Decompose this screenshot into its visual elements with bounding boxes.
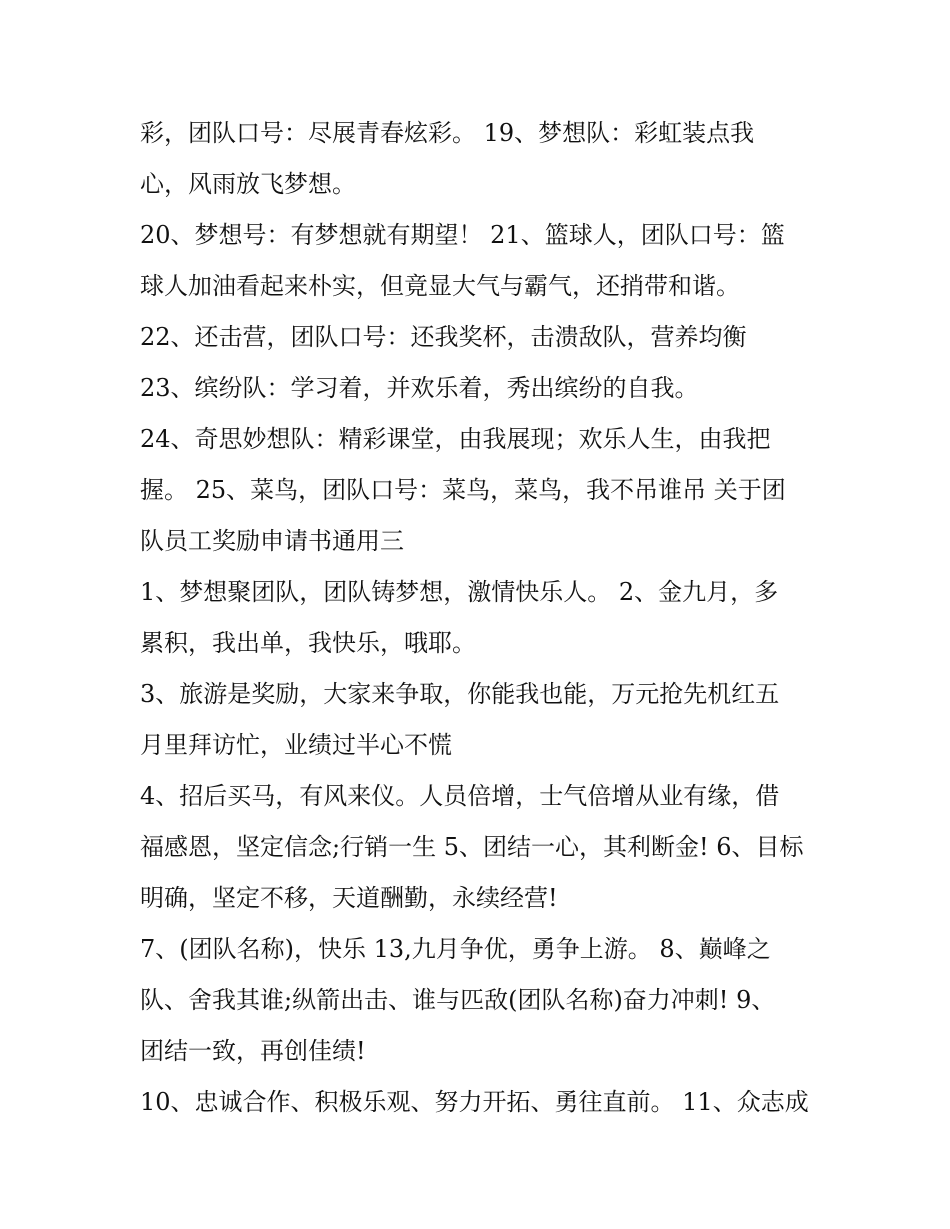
text-line: 团结一致，再创佳绩! — [140, 1037, 366, 1065]
text-line: 福感恩，坚定信念;行销一生 5、团结一心，其利断金! 6、目标 — [140, 833, 804, 861]
text-line: 7、(团队名称)，快乐 13,九月争优，勇争上游。 8、巅峰之 — [140, 935, 771, 963]
text-line: 20、梦想号：有梦想就有期望！ 21、篮球人，团队口号：篮 — [140, 221, 785, 249]
text-line: 队员工奖励申请书通用三 — [140, 527, 404, 555]
text-line: 明确，坚定不移，天道酬勤，永续经营! — [140, 884, 558, 912]
text-line: 4、招后买马，有风来仪。人员倍增，士气倍增从业有缘，借 — [140, 782, 780, 810]
text-line: 月里拜访忙，业绩过半心不慌 — [140, 731, 452, 759]
text-line: 队、舍我其谁;纵箭出击、谁与匹敌(团队名称)奋力冲刺! 9、 — [140, 986, 776, 1014]
text-line: 3、旅游是奖励，大家来争取，你能我也能，万元抢先机红五 — [140, 680, 780, 708]
text-line: 10、忠诚合作、积极乐观、努力开拓、勇往直前。 11、众志成 — [140, 1088, 809, 1116]
text-line: 彩，团队口号：尽展青春炫彩。 19、梦想队：彩虹装点我 — [140, 119, 755, 147]
document-body — [140, 108, 830, 1128]
text-line: 累积，我出单，我快乐，哦耶。 — [140, 629, 476, 657]
text-line: 22、还击营，团队口号：还我奖杯，击溃敌队，营养均衡 — [140, 323, 747, 351]
text-line: 1、梦想聚团队，团队铸梦想，激情快乐人。 2、金九月，多 — [140, 578, 779, 606]
text-line: 23、缤纷队：学习着，并欢乐着，秀出缤纷的自我。 — [140, 374, 699, 402]
text-line: 球人加油看起来朴实，但竟显大气与霸气，还捎带和谐。 — [140, 272, 740, 300]
text-line: 心，风雨放飞梦想。 — [140, 170, 356, 198]
text-line: 24、奇思妙想队：精彩课堂，由我展现；欢乐人生，由我把 — [140, 425, 771, 453]
text-line: 握。 25、菜鸟，团队口号：菜鸟，菜鸟，我不吊谁吊 关于团 — [140, 476, 786, 504]
